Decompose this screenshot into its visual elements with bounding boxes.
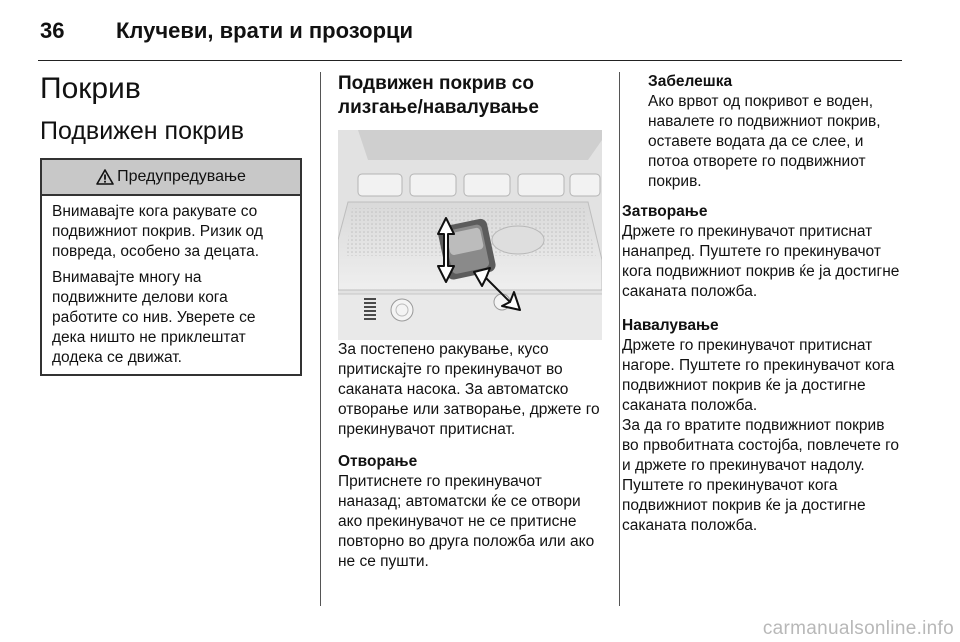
restore-text: За да го вратите подвижниот покрив во првобитната состојба, повлечете го и држете го прекинувачот надолу. Пуштете го прекинувачот кога подвижниот покрив ќе ја достигне саканата положба.: [622, 417, 900, 534]
note-heading: Забелешка: [648, 73, 733, 90]
sunroof-switch-illustration: [338, 130, 602, 340]
column-divider: [619, 72, 620, 606]
tilting-heading: Навалување: [622, 317, 719, 334]
section-title: Покрив: [40, 72, 141, 105]
subsection-title: Подвижен покрив: [40, 117, 245, 145]
column-divider: [320, 72, 321, 606]
warning-paragraph: Внимавајте кога ракувате со подвижниот покрив. Ризик од повреда, особено за децата.: [52, 203, 263, 260]
intro-text: За постепено ракување, кусо притискајте го прекинувачот во саканата насока. За автоматско отворање или затворање, држете го прекинувачот притиснат.: [338, 341, 600, 438]
opening-heading: Отворање: [338, 453, 418, 470]
warning-paragraph: Внимавајте многу на подвижните делови кога работите со нив. Уверете се дека ништо не приклештат додека се движат.: [52, 269, 256, 366]
header-rule: [38, 60, 902, 61]
closing-heading: Затворање: [622, 203, 708, 220]
column-2: [338, 72, 602, 572]
warning-header: [42, 160, 300, 196]
column-1: [40, 72, 302, 376]
warning-triangle-icon: [96, 169, 114, 185]
sunroof-heading: Подвижен покрив со лизгање/навалување: [338, 73, 539, 118]
page-header: [40, 12, 902, 52]
warning-box: [40, 158, 302, 376]
switch-panel-drawing: [338, 130, 602, 340]
closing-text: Држете го прекинувачот притиснат нанапред. Пуштете го прекинувачот кога подвижниот покрив ќе ја достигне саканата положба.: [622, 223, 900, 300]
warning-body: [42, 196, 300, 374]
column-3: [622, 72, 904, 536]
page-number: 36: [40, 18, 65, 43]
note-text: Ако врвот од покривот е воден, навалете го подвижниот покрив, оставете водата да се слее, и потоа отворете го подвижниот покрив.: [648, 93, 881, 190]
warning-title: Предупредување: [117, 168, 246, 185]
opening-text: Притиснете го прекинувачот наназад; автоматски ќе се отвори ако прекинувачот не се притисне повторно во друга положба или ако не се пушти.: [338, 473, 595, 570]
tilting-text: Држете го прекинувачот притиснат нагоре. Пуштете го прекинувачот кога подвижниот покрив ќе ја достигне саканата положба.: [622, 337, 895, 414]
note-block: [622, 72, 904, 192]
chapter-title: Клучеви, врати и прозорци: [116, 18, 414, 43]
footer-watermark: carmanualsonline.info: [762, 618, 954, 639]
